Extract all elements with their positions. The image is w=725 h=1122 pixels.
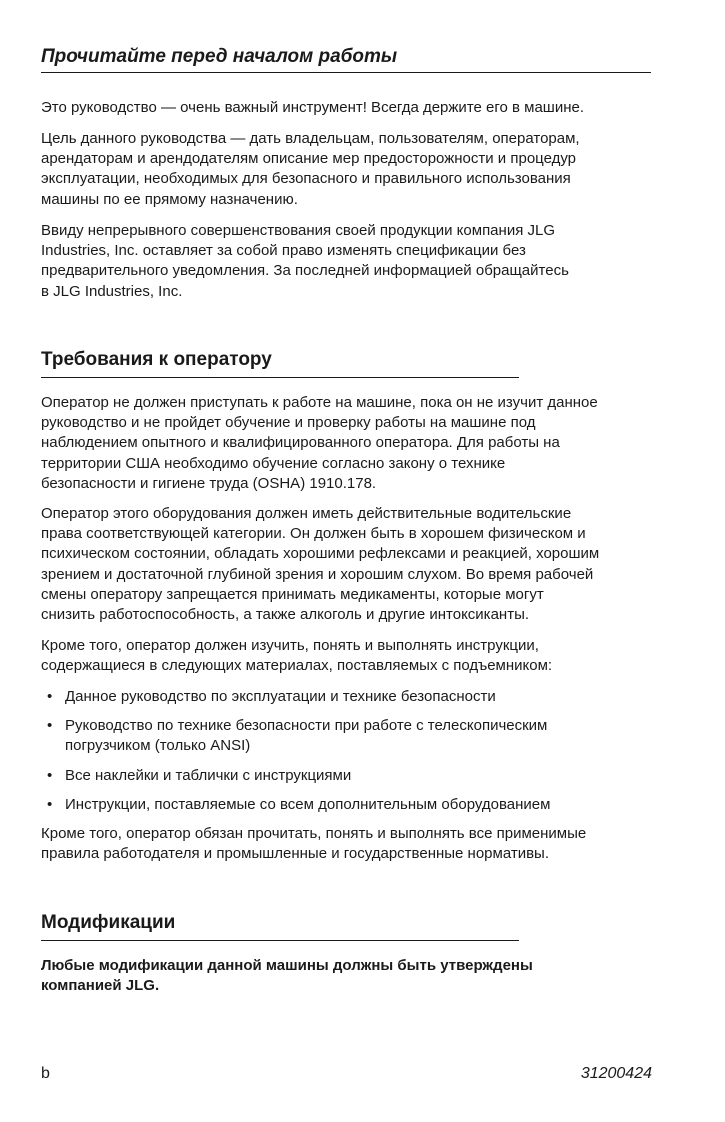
bullet-icon: •: [47, 796, 53, 813]
line: смены оператору запрещается принимать медикаменты, которые могут: [41, 585, 544, 603]
line: предварительного уведомления. За последней информацией обращайтесь: [41, 262, 569, 280]
bullet-list: [41, 687, 656, 707]
line: безопасности и гигиене труда (OSHA) 1910.178.: [41, 474, 377, 492]
line: компанией JLG.: [41, 977, 160, 995]
intro-paragraph-2: [41, 129, 656, 210]
header-rule: [41, 72, 651, 73]
line: Цель данного руководства — дать владельцам, пользователям, операторам,: [41, 130, 580, 147]
list-item: [41, 766, 656, 786]
line: Industries, Inc. оставляет за собой право изменять спецификации без: [41, 242, 526, 260]
line: содержащиеся в следующих материалах, поставляемых с подъемником:: [41, 657, 553, 675]
line: психическом состоянии, обладать хорошими рефлексами и реакцией, хорошим: [41, 545, 600, 563]
operator-paragraph-4: [41, 824, 656, 864]
bullet-list: [41, 795, 656, 815]
line: руководство и не пройдет обучение и проверку работы на машине под: [41, 414, 536, 432]
section-heading-modifications: Модификации: [41, 912, 176, 933]
line: Руководство по технике безопасности при работе с телескопическим: [65, 717, 548, 734]
line: Оператор этого оборудования должен иметь действительные водительские: [41, 505, 572, 522]
intro-paragraph-1: Это руководство — очень важный инструмент! Всегда держите его в машине.: [41, 99, 585, 116]
line: территории США необходимо обучение согласно закону о технике: [41, 454, 506, 472]
line: Любые модификации данной машины должны быть утверждены: [41, 957, 533, 974]
line: Кроме того, оператор должен изучить, понять и выполнять инструкции,: [41, 637, 539, 654]
line: Кроме того, оператор обязан прочитать, понять и выполнять все применимые: [41, 825, 587, 842]
bullet-icon: •: [47, 688, 53, 705]
section-rule: [41, 940, 519, 941]
page-header: [41, 44, 651, 73]
list-item: [41, 687, 656, 707]
operator-paragraph-2: [41, 504, 656, 625]
line: машины по ее прямому назначению.: [41, 190, 298, 208]
intro-paragraph-3: [41, 221, 656, 302]
document-number: 31200424: [580, 1065, 652, 1082]
bullet-list: [41, 716, 656, 756]
section-rule: [41, 377, 519, 378]
line: в JLG Industries, Inc.: [41, 282, 183, 300]
line: Ввиду непрерывного совершенствования своей продукции компания JLG: [41, 222, 555, 239]
page-letter: b: [41, 1065, 50, 1082]
list-item: [41, 716, 656, 756]
operator-section-header: [41, 347, 656, 378]
line: наблюдением опытного и квалифицированного оператора. Для работы на: [41, 434, 560, 452]
bullet-icon: •: [47, 717, 53, 734]
line: погрузчиком (только ANSI): [65, 737, 251, 755]
line: права соответствующей категории. Он должен быть в хорошем физическом и: [41, 525, 586, 543]
page-title: Прочитайте перед началом работы: [41, 46, 398, 67]
line: арендаторам и арендодателям описание мер предосторожности и процедур: [41, 150, 577, 168]
modifications-section-header: [41, 910, 656, 941]
line: Инструкции, поставляемые со всем дополнительным оборудованием: [65, 796, 551, 813]
list-item: [41, 795, 656, 815]
line: Оператор не должен приступать к работе на машине, пока он не изучит данное: [41, 394, 598, 411]
bullet-icon: •: [47, 767, 53, 784]
operator-paragraph-1: [41, 393, 656, 494]
bullet-list: [41, 766, 656, 786]
modifications-text: [41, 956, 656, 996]
line: Все наклейки и таблички с инструкциями: [65, 767, 352, 784]
intro-section: [41, 98, 656, 118]
operator-paragraph-3: [41, 636, 656, 676]
line: снизить работоспособность, а также алкоголь и другие интоксиканты.: [41, 606, 530, 624]
line: зрением и достаточной глубиной зрения и хорошим слухом. Во время рабочей: [41, 565, 594, 583]
line: Данное руководство по эксплуатации и технике безопасности: [65, 688, 496, 705]
line: правила работодателя и промышленные и государственные нормативы.: [41, 845, 550, 863]
section-heading-operator: Требования к оператору: [41, 349, 272, 370]
line: эксплуатации, необходимых для безопасного и правильного использования: [41, 170, 571, 188]
